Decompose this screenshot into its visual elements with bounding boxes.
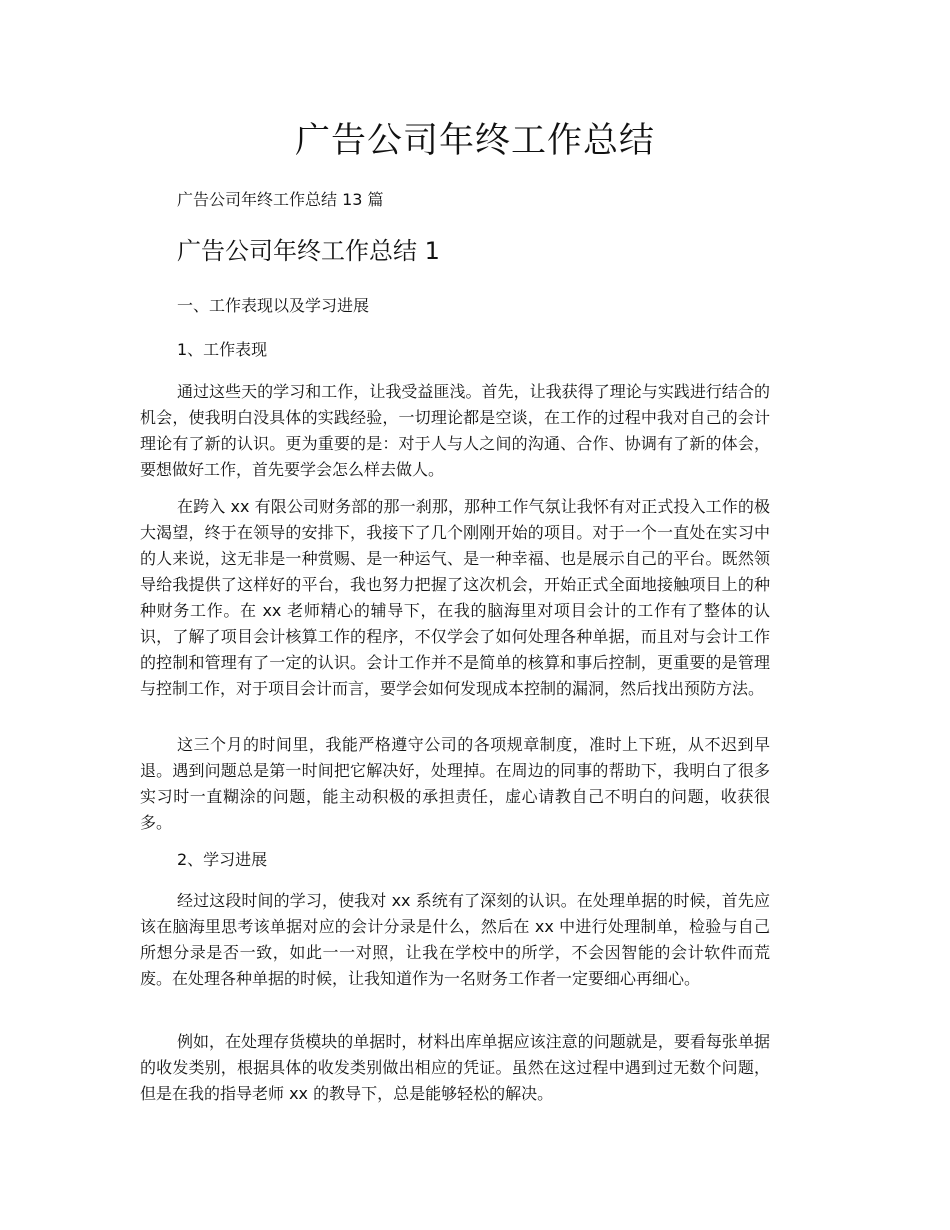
paragraph: 经过这段时间的学习，使我对 xx 系统有了深刻的认识。在处理单据的时候，首先应该在脑海里思考该单据对应的会计分录是什么，然后在 xx 中进行处理制单，检验与自己所想分录是否一致，如此一一对照，让我在学校中的所学，不会因智能的会计软件而荒废。在处理各种单据的时候，让我知道作为一名财务工作者一定要细心再细心。 [140, 891, 770, 988]
paragraph: 通过这些天的学习和工作，让我受益匪浅。首先，让我获得了理论与实践进行结合的机会，使我明白没具体的实践经验，一切理论都是空谈，在工作的过程中我对自己的会计理论有了新的认识。更为重要的是：对于人与人之间的沟通、合作、协调有了新的体会，要想做好工作，首先要学会怎么样去做人。 [140, 382, 770, 479]
document-subtitle: 广告公司年终工作总结 13 篇 [177, 190, 384, 209]
heading-work-performance: 1、工作表现 [177, 340, 268, 359]
heading-study-progress: 2、学习进展 [177, 850, 268, 869]
section-heading: 广告公司年终工作总结 1 [177, 237, 440, 265]
paragraph: 在跨入 xx 有限公司财务部的那一刹那，那种工作气氛让我怀有对正式投入工作的极大渴望，终于在领导的安排下，我接下了几个刚刚开始的项目。对于一个一直处在实习中的人来说，这无非是一种赏赐、是一种运气、是一种幸福、也是展示自己的平台。既然领导给我提供了这样好的平台，我也努力把握了这次机会，开始正式全面地接触项目上的种种财务工作。在 xx 老师精心的辅导下，在我的脑海里对项目会计的工作有了整体的认识，了解了项目会计核算工作的程序，不仅学会了如何处理各种单据，而且对与会计工作的控制和管理有了一定的认识。会计工作并不是简单的核算和事后控制，更重要的是管理与控制工作，对于项目会计而言，要学会如何发现成本控制的漏洞，然后找出预防方法。 [140, 497, 770, 698]
heading-work-and-study: 一、工作表现以及学习进展 [177, 296, 370, 315]
paragraph: 这三个月的时间里，我能严格遵守公司的各项规章制度，准时上下班，从不迟到早退。遇到问题总是第一时间把它解决好，处理掉。在周边的同事的帮助下，我明白了很多实习时一直糊涂的问题，能主动积极的承担责任，虚心请教自己不明白的问题，收获很多。 [140, 735, 770, 832]
paragraph: 例如，在处理存货模块的单据时，材料出库单据应该注意的问题就是，要看每张单据的收发类别，根据具体的收发类别做出相应的凭证。虽然在这过程中遇到过无数个问题，但是在我的指导老师 xx 的教导下，总是能够轻松的解决。 [140, 1032, 770, 1103]
document-title: 广告公司年终工作总结 [294, 121, 655, 161]
